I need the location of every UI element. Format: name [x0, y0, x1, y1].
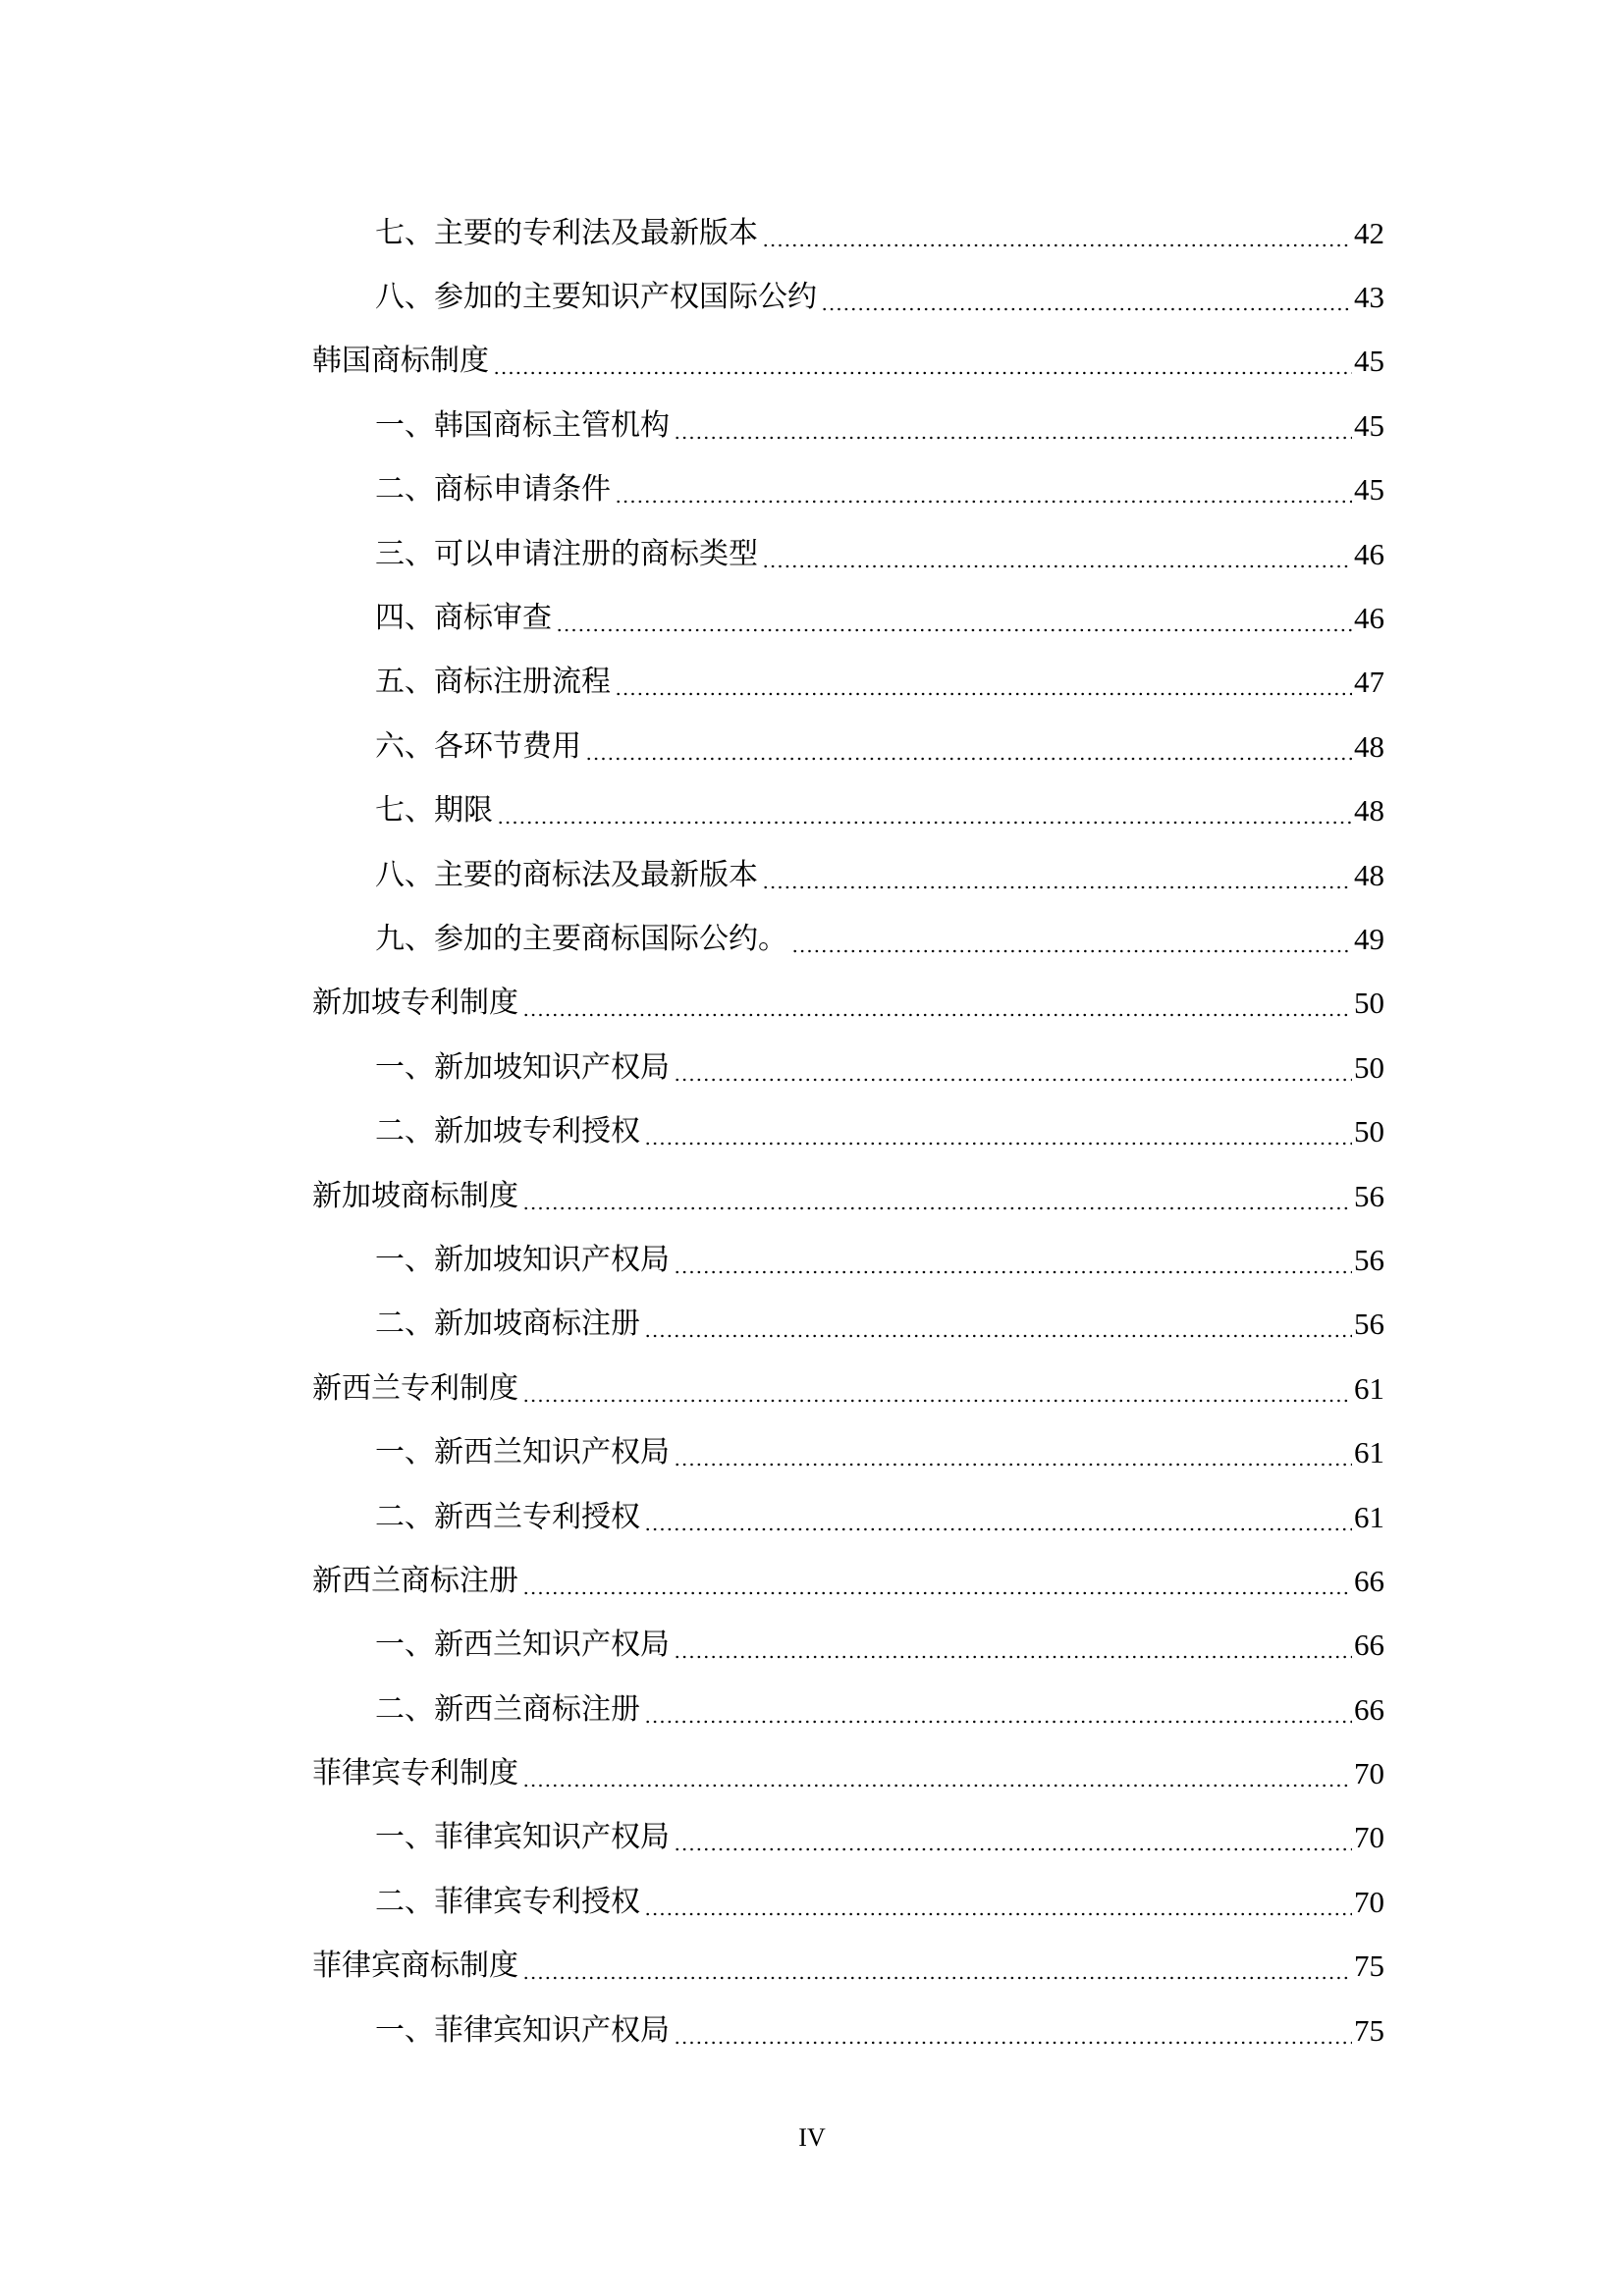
toc-dot-leader: [674, 1626, 1352, 1665]
toc-entry-page: 66: [1354, 1563, 1384, 1598]
toc-entry[interactable]: [312, 522, 1384, 586]
toc-entry-page: 56: [1354, 1307, 1384, 1342]
toc-entry-page: 75: [1354, 2012, 1384, 2048]
toc-entry[interactable]: [312, 715, 1384, 778]
toc-entry-title: 二、新西兰专利授权: [375, 1499, 640, 1534]
toc-dot-leader: [644, 1112, 1352, 1151]
toc-entry-title: 新加坡商标制度: [312, 1178, 518, 1213]
toc-dot-leader: [674, 1048, 1352, 1088]
toc-entry-page: 42: [1354, 215, 1384, 250]
toc-entry-page: 50: [1354, 986, 1384, 1021]
toc-entry-page: 70: [1354, 1884, 1384, 1919]
toc-entry-page: 61: [1354, 1370, 1384, 1406]
toc-dot-leader: [522, 1369, 1352, 1409]
toc-dot-leader: [556, 599, 1352, 638]
toc-entry-page: 61: [1354, 1499, 1384, 1534]
toc-entry-title: 一、韩国商标主管机构: [375, 407, 670, 443]
toc-entry-title: 一、菲律宾知识产权局: [375, 2012, 670, 2048]
toc-dot-leader: [762, 214, 1352, 253]
toc-entry-page: 70: [1354, 1756, 1384, 1791]
toc-entry-page: 46: [1354, 536, 1384, 571]
toc-entry-title: 三、可以申请注册的商标类型: [375, 536, 758, 571]
toc-entry-page: 56: [1354, 1242, 1384, 1277]
toc-dot-leader: [522, 1562, 1352, 1601]
toc-entry[interactable]: [312, 843, 1384, 907]
toc-entry-title: 九、参加的主要商标国际公约。: [375, 921, 787, 956]
toc-entry-title: 新加坡专利制度: [312, 986, 518, 1021]
toc-entry-title: 五、商标注册流程: [375, 665, 611, 700]
toc-entry-page: 45: [1354, 472, 1384, 507]
toc-entry-title: 菲律宾商标制度: [312, 1949, 518, 1984]
toc-entry-page: 48: [1354, 793, 1384, 828]
toc-entry-title: 新西兰专利制度: [312, 1370, 518, 1406]
toc-dot-leader: [762, 856, 1352, 895]
toc-entry[interactable]: [312, 265, 1384, 329]
toc-dot-leader: [644, 1883, 1352, 1922]
toc-entry-title: 二、新加坡商标注册: [375, 1307, 640, 1342]
toc-entry[interactable]: [312, 330, 1384, 394]
toc-entry[interactable]: [312, 586, 1384, 650]
toc-entry-title: 七、主要的专利法及最新版本: [375, 215, 758, 250]
toc-dot-leader: [522, 1177, 1352, 1216]
toc-dot-leader: [762, 535, 1352, 574]
toc-entry-title: 新西兰商标注册: [312, 1563, 518, 1598]
toc-entry-title: 七、期限: [375, 793, 493, 828]
toc-dot-leader: [497, 791, 1352, 830]
toc-dot-leader: [615, 663, 1352, 702]
toc-entry-page: 48: [1354, 728, 1384, 764]
toc-entry[interactable]: [312, 651, 1384, 715]
toc-entry-title: 一、新西兰知识产权局: [375, 1435, 670, 1470]
toc-dot-leader: [522, 1947, 1352, 1986]
toc-entry[interactable]: [312, 1999, 1384, 2062]
toc-entry[interactable]: [312, 972, 1384, 1036]
toc-entry-page: 50: [1354, 1114, 1384, 1149]
toc-dot-leader: [585, 727, 1352, 767]
toc-entry-title: 八、主要的商标法及最新版本: [375, 857, 758, 892]
toc-dot-leader: [644, 1498, 1352, 1537]
toc-entry[interactable]: [312, 1741, 1384, 1805]
toc-entry[interactable]: [312, 779, 1384, 843]
toc-entry-title: 二、新加坡专利授权: [375, 1114, 640, 1149]
toc-entry-title: 菲律宾专利制度: [312, 1756, 518, 1791]
toc-entry-title: 八、参加的主要知识产权国际公约: [375, 280, 817, 315]
toc-entry-page: 43: [1354, 280, 1384, 315]
toc-dot-leader: [674, 1241, 1352, 1280]
toc-entry[interactable]: [312, 1228, 1384, 1292]
toc-dot-leader: [522, 1754, 1352, 1793]
toc-dot-leader: [674, 406, 1352, 446]
toc-entry-page: 50: [1354, 1049, 1384, 1085]
toc-dot-leader: [674, 1818, 1352, 1857]
toc-entry[interactable]: [312, 1164, 1384, 1228]
toc-dot-leader: [821, 278, 1352, 317]
toc-entry-page: 47: [1354, 665, 1384, 700]
toc-entry-title: 二、新西兰商标注册: [375, 1691, 640, 1727]
toc-entry[interactable]: [312, 1420, 1384, 1484]
toc-dot-leader: [644, 1305, 1352, 1344]
toc-entry[interactable]: [312, 201, 1384, 265]
toc-dot-leader: [615, 470, 1352, 509]
toc-entry[interactable]: [312, 1678, 1384, 1741]
toc-entry-page: 49: [1354, 921, 1384, 956]
toc-entry[interactable]: [312, 1099, 1384, 1163]
toc-entry-title: 六、各环节费用: [375, 728, 581, 764]
table-of-contents: [312, 201, 1384, 2062]
toc-entry-page: 70: [1354, 1820, 1384, 1855]
toc-entry-page: 75: [1354, 1949, 1384, 1984]
toc-dot-leader: [674, 1433, 1352, 1472]
toc-entry-title: 一、新西兰知识产权局: [375, 1628, 670, 1663]
toc-entry[interactable]: [312, 458, 1384, 522]
toc-dot-leader: [644, 1690, 1352, 1730]
toc-entry[interactable]: [312, 1549, 1384, 1613]
toc-entry[interactable]: [312, 1485, 1384, 1549]
toc-entry-page: 66: [1354, 1628, 1384, 1663]
toc-entry-title: 二、商标申请条件: [375, 472, 611, 507]
toc-entry-page: 46: [1354, 601, 1384, 636]
toc-entry[interactable]: [312, 1357, 1384, 1420]
toc-entry-page: 45: [1354, 344, 1384, 379]
toc-entry[interactable]: [312, 1293, 1384, 1357]
toc-entry-page: 45: [1354, 407, 1384, 443]
toc-entry-page: 66: [1354, 1691, 1384, 1727]
toc-entry[interactable]: [312, 1806, 1384, 1870]
toc-entry[interactable]: [312, 1614, 1384, 1678]
toc-entry-title: 一、新加坡知识产权局: [375, 1242, 670, 1277]
toc-entry-title: 一、新加坡知识产权局: [375, 1049, 670, 1085]
toc-entry[interactable]: [312, 1935, 1384, 1999]
toc-dot-leader: [791, 920, 1352, 959]
toc-entry[interactable]: [312, 907, 1384, 971]
toc-entry[interactable]: [312, 1036, 1384, 1099]
toc-entry-page: 61: [1354, 1435, 1384, 1470]
toc-entry-title: 二、菲律宾专利授权: [375, 1884, 640, 1919]
toc-entry-title: 四、商标审查: [375, 601, 552, 636]
toc-dot-leader: [522, 984, 1352, 1023]
toc-entry-title: 韩国商标制度: [312, 344, 489, 379]
toc-dot-leader: [493, 342, 1352, 381]
toc-entry[interactable]: [312, 394, 1384, 457]
toc-entry-title: 一、菲律宾知识产权局: [375, 1820, 670, 1855]
toc-entry[interactable]: [312, 1870, 1384, 1934]
toc-dot-leader: [674, 2011, 1352, 2051]
toc-entry-page: 48: [1354, 857, 1384, 892]
page-number: IV: [798, 2123, 826, 2152]
toc-entry-page: 56: [1354, 1178, 1384, 1213]
